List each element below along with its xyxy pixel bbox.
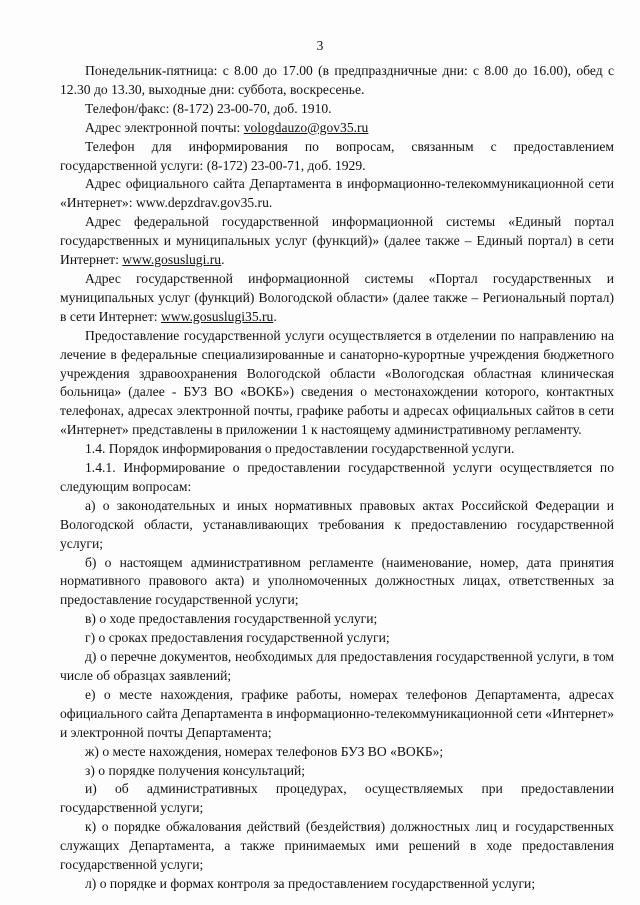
list-item-b: б) о настоящем административном регламенте (наименование, номер, дата принятия нормативного правового акта) и уполномоченных должностных лицах, ответственных за предоставление государственной услуги; [60,554,614,608]
paragraph-email [60,119,614,138]
list-item-e: е) о месте нахождения, графике работы, номерах телефонов Департамента, адресах официального сайта Департамента в информационно-телекоммуникационной сети «Интернет» и электронной почты Департамента; [60,686,614,740]
list-item-d: д) о перечне документов, необходимых для предоставления государственной услуги, в том числе об образцах заявлений; [60,649,614,683]
unified-portal-text: Адрес федеральной государственной информационной системы «Единый портал государственных и муниципальных услуг (функций)» (далее также – Единый портал) в сети Интернет: [60,214,614,268]
paragraph-section-1-4: 1.4. Порядок информирования о предоставлении государственной услуги. [85,441,515,457]
paragraph-regional-portal [60,270,614,327]
paragraph-service-provision: Предоставление государственной услуги осуществляется в отделении по направлению на лечение в федеральные специализированные и санаторно-курортные учреждения бюджетного учреждения здравоохранения Вологодской области «Вологодская областная клиническая больница» (далее - БУЗ ВО «ВОКБ») сведения о местонахождении которого, контактных телефонах, адресах электронной почты, графике работы и адресах официальных сайтов в сети «Интернет» представлены в приложении 1 к настоящему административному регламенту. [60,327,614,438]
paragraph-department-site: Адрес официального сайта Департамента в информационно-телекоммуникационной сети «Интернет»: www.depzdrav.gov35.ru. [60,176,614,211]
list-item-l: л) о порядке и формах контроля за предоставлением государственной услуги; [85,875,536,891]
gosuslugi-link[interactable]: www.gosuslugi.ru [122,252,222,268]
paragraph-phone-fax: Телефон/факс: (8-172) 23-00-70, доб. 1910. [85,100,332,116]
regional-portal-text: Адрес государственной информационной системы «Портал государственных и муниципальных услуг (функций) Вологодской области» (далее также – Региональный портал) в сети Интернет: [60,270,614,324]
paragraph-section-1-4-1: 1.4.1. Информирование о предоставлении государственной услуги осуществляется по следующим вопросам: [60,460,614,494]
list-item-zh: ж) о месте нахождения, номерах телефонов БУЗ ВО «ВОКБ»; [85,743,444,759]
gosuslugi35-link[interactable]: www.gosuslugi35.ru [160,308,274,324]
list-item-g: г) о сроках предоставления государственной услуги; [85,630,390,646]
paragraph-info-phone: Телефон для информирования по вопросам, связанным с предоставлением государственной услуги: (8-172) 23-00-71, доб. 1929. [60,138,614,173]
page-number: 3 [316,38,324,53]
list-item-k: к) о порядке обжалования действий (бездействия) должностных лиц и государственных служащих Департамента, а также принимаемых ими решений в ходе предоставления государственной услуги; [60,819,614,873]
regional-portal-dot: . [273,308,277,324]
list-item-v: в) о ходе предоставления государственной услуги; [85,611,378,627]
list-item-a: а) о законодательных и иных нормативных правовых актах Российской Федерации и Вологодской области, устанавливающих требования к предоставлению государственной услуги; [60,497,614,551]
paragraph-unified-portal [60,213,614,270]
document-body [60,62,614,894]
email-link[interactable]: vologdauzo@gov35.ru [243,119,369,135]
email-label: Адрес электронной почты: [85,119,244,135]
list-item-z: з) о порядке получения консультаций; [85,762,306,778]
unified-portal-dot: . [221,252,225,268]
list-item-i: и) об административных процедурах, осуществляемых при предоставлении государственной услуги; [60,781,614,816]
paragraph-working-hours: Понедельник-пятница: с 8.00 до 17.00 (в предпраздничные дни: с 8.00 до 16.00), обед с 12.30 до 13.30, выходные дни: суббота, воскресенье. [60,63,614,97]
